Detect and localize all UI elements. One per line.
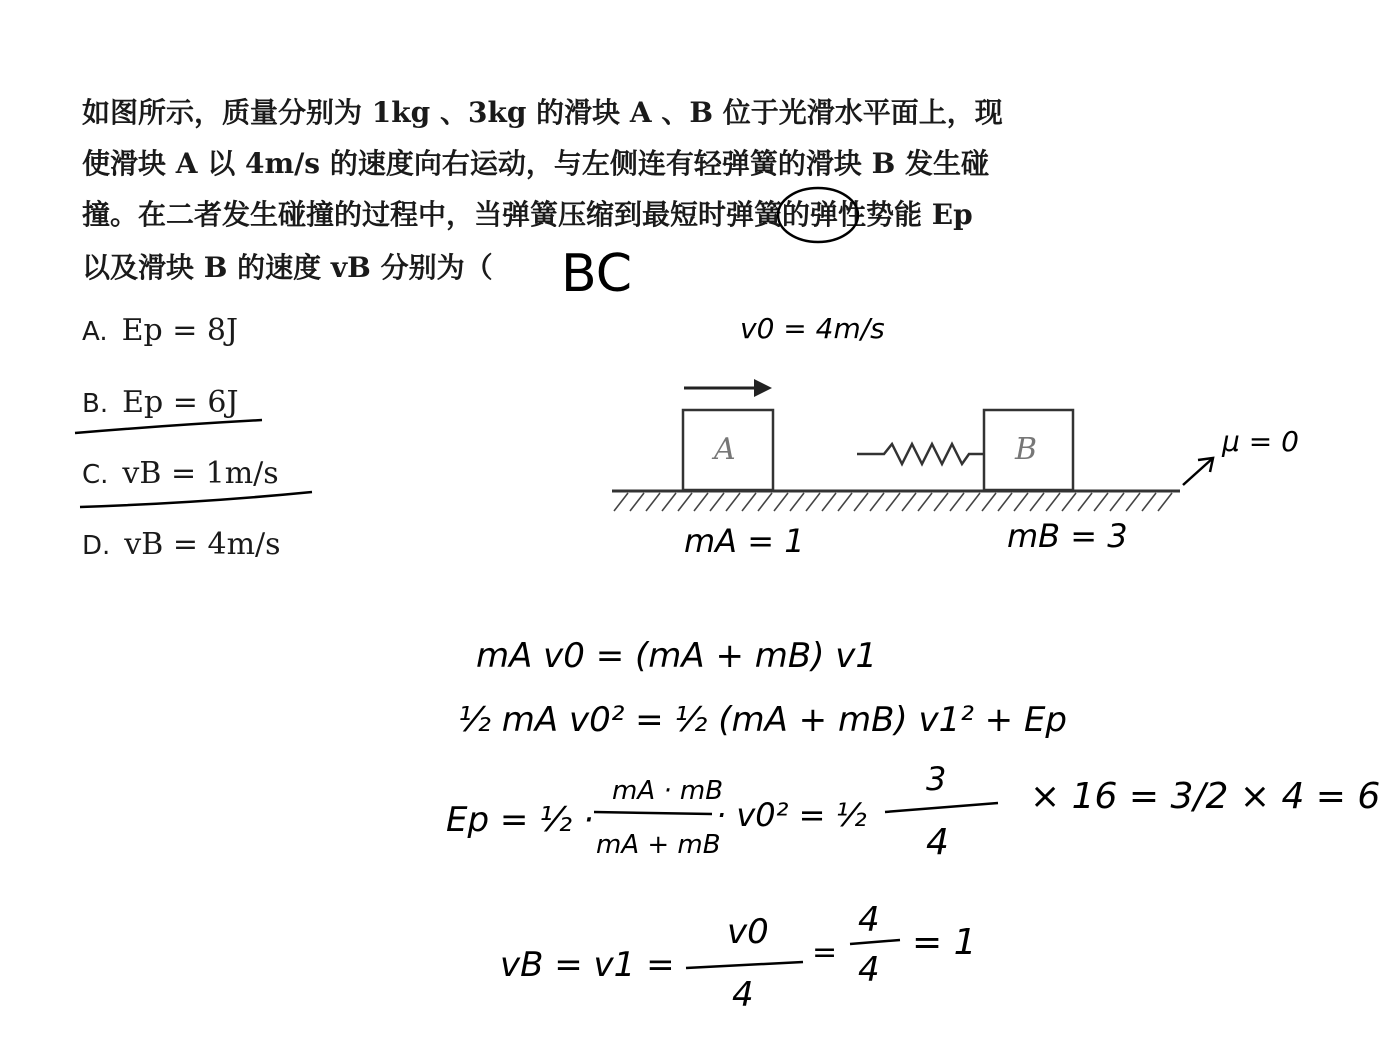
handwritten-v0: v0 = 4m/s <box>740 312 885 345</box>
handwritten-eq-2: ½ mA v0² = ½ (mA + mB) v1² + Ep <box>458 700 1068 740</box>
handwritten-eq-3-lhs: Ep = ½ · <box>446 800 594 840</box>
handwritten-eq-3-frac-num: 3 <box>926 760 947 798</box>
fraction-bar-4 <box>850 940 900 944</box>
velocity-arrow-icon <box>684 379 772 397</box>
block-b-label: B <box>1015 432 1038 467</box>
handwritten-eq-4-num2: 4 <box>858 900 880 940</box>
option-c-text: vB = 1m/s <box>122 456 279 491</box>
underline-option-b <box>75 420 262 433</box>
spring-icon <box>857 444 984 464</box>
handwritten-eq-3-rhs: × 16 = 3/2 × 4 = 6 <box>1030 776 1380 817</box>
option-a-text: Ep = 8J <box>121 313 239 348</box>
block-a-label: A <box>714 432 736 467</box>
question-line-4: 以及滑块 B 的速度 vB 分别为（ <box>82 251 493 284</box>
underline-option-c <box>80 492 312 507</box>
handwritten-eq-4-num: v0 <box>727 912 769 952</box>
fraction-bar-2 <box>885 803 998 812</box>
handwritten-eq-4-lhs: vB = v1 = <box>500 945 675 985</box>
fraction-bar-3 <box>686 962 803 968</box>
handwritten-eq-1: mA v0 = (mA + mB) v1 <box>476 636 878 676</box>
option-d-text: vB = 4m/s <box>124 527 281 562</box>
option-a-letter: A. <box>82 317 108 347</box>
handwritten-eq-4-mid: = <box>812 935 838 970</box>
question-line-2: 使滑块 A 以 4m/s 的速度向右运动，与左侧连有轻弹簧的滑块 B 发生碰 <box>82 147 989 180</box>
option-d-letter: D. <box>82 531 111 561</box>
question-line-3: 撞。在二者发生碰撞的过程中，当弹簧压缩到最短时弹簧的弹性势能 Ep <box>82 198 973 231</box>
question-line-1: 如图所示，质量分别为 1kg 、3kg 的滑块 A 、B 位于光滑水平面上，现 <box>82 96 1003 129</box>
ground-hatch <box>614 493 1172 511</box>
handwritten-eq-4-den: 4 <box>732 975 754 1015</box>
handwritten-eq-3-mid: · v0² = ½ <box>716 796 867 834</box>
handwritten-eq-3-num: mA · mB <box>612 776 724 806</box>
handwritten-eq-3-frac-den: 4 <box>926 822 949 863</box>
option-b-letter: B. <box>82 389 109 419</box>
handwritten-eq-4-rhs: = 1 <box>912 922 977 963</box>
option-c-letter: C. <box>82 460 109 490</box>
handwritten-mb: mB = 3 <box>1007 517 1128 555</box>
handwritten-eq-4-den2: 4 <box>858 950 880 990</box>
option-b-text: Ep = 6J <box>122 385 239 420</box>
handwritten-answer: BC <box>561 244 633 304</box>
handwritten-ma: mA = 1 <box>684 522 805 560</box>
fraction-bar-1 <box>594 812 712 814</box>
circle-annotation <box>778 188 858 242</box>
handwritten-eq-3-den: mA + mB <box>596 830 721 860</box>
handwritten-mu: μ = 0 <box>1222 425 1299 458</box>
mu-arrow-icon <box>1183 458 1213 485</box>
